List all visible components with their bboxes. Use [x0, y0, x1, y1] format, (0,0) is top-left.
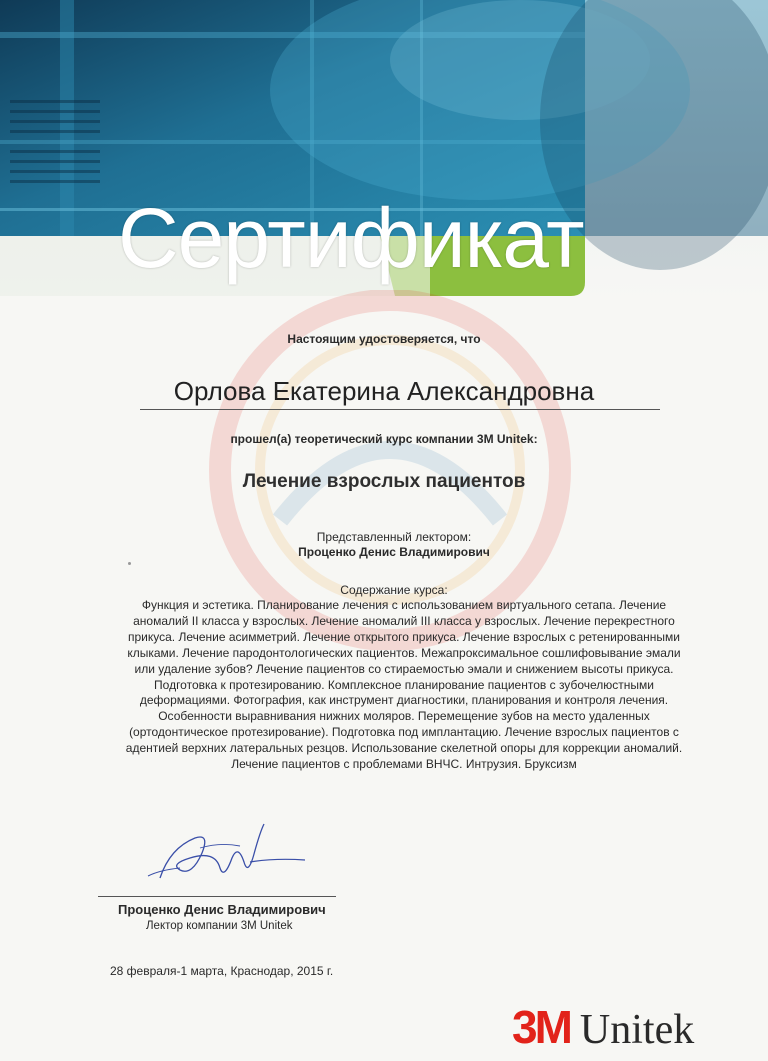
intro-text: Настоящим удостоверяется, что: [287, 332, 481, 346]
recipient-name: Орлова Екатерина Александровна: [173, 376, 595, 406]
signature-line: [98, 896, 336, 897]
paper-speck: [128, 562, 131, 565]
signer-name: Проценко Денис Владимирович: [118, 902, 326, 917]
contents-line: прикуса. Лечение асимметрий. Лечение открытого прикуса. Лечение взрослых с ретенированными: [128, 629, 680, 644]
contents-line: Подготовка к протезированию. Комплексное планирование пациентов с зубочелюстными: [154, 677, 654, 692]
contents-label: Содержание курса:: [340, 583, 448, 597]
contents-line: аномалий II класса у взрослых. Лечение аномалий III класса у взрослых. Лечение перекрестного: [133, 613, 675, 628]
contents-line: Функция и эстетика. Планирование лечения с использованием виртуального сетапа. Лечение: [141, 598, 667, 612]
logo-unitek: Unitek: [579, 1007, 695, 1053]
contents-line: (ортодонтическое протезирование). Подготовка под имплантацию. Лечение взрослых пациентов с: [129, 725, 679, 740]
date-place: 28 февраля-1 марта, Краснодар, 2015 г.: [110, 964, 334, 978]
handwritten-signature: [140, 818, 310, 898]
contents-line: адентией верхних латеральных резцов. Использование скелетной опоры для коррекции аномалий.: [125, 741, 683, 756]
course-title: Лечение взрослых пациентов: [242, 471, 526, 492]
lecturer-label: Представленный лектором:: [316, 530, 472, 544]
company-logo: [512, 1000, 694, 1054]
course-intro-text: прошел(а) теоретический курс компании 3M Unitek:: [230, 432, 538, 446]
contents-line: или удаление зубов? Лечение пациентов со стираемостью эмали и снижением высоты прикуса.: [134, 661, 674, 676]
contents-line: деформациями. Фотография, как инструмент диагностики, планирования и контроля лечения.: [139, 693, 669, 708]
contents-line: клыками. Лечение пародонтологических пациентов. Межапроксимальное сошлифовывание эмали: [127, 645, 681, 660]
signer-role: Лектор компании 3M Unitek: [146, 920, 293, 932]
certificate-title: Сертификат: [118, 191, 584, 285]
lecturer-name: Проценко Денис Владимирович: [298, 545, 490, 559]
recipient-underline: [140, 409, 660, 410]
contents-line: Лечение пациентов с проблемами ВНЧС. Интрузия. Бруксизм: [231, 757, 577, 772]
contents-line: Особенности выравнивания нижних моляров. Перемещение зубов на место удаленных: [158, 709, 650, 724]
course-contents: [84, 598, 724, 773]
logo-3m: 3M: [512, 1001, 570, 1053]
